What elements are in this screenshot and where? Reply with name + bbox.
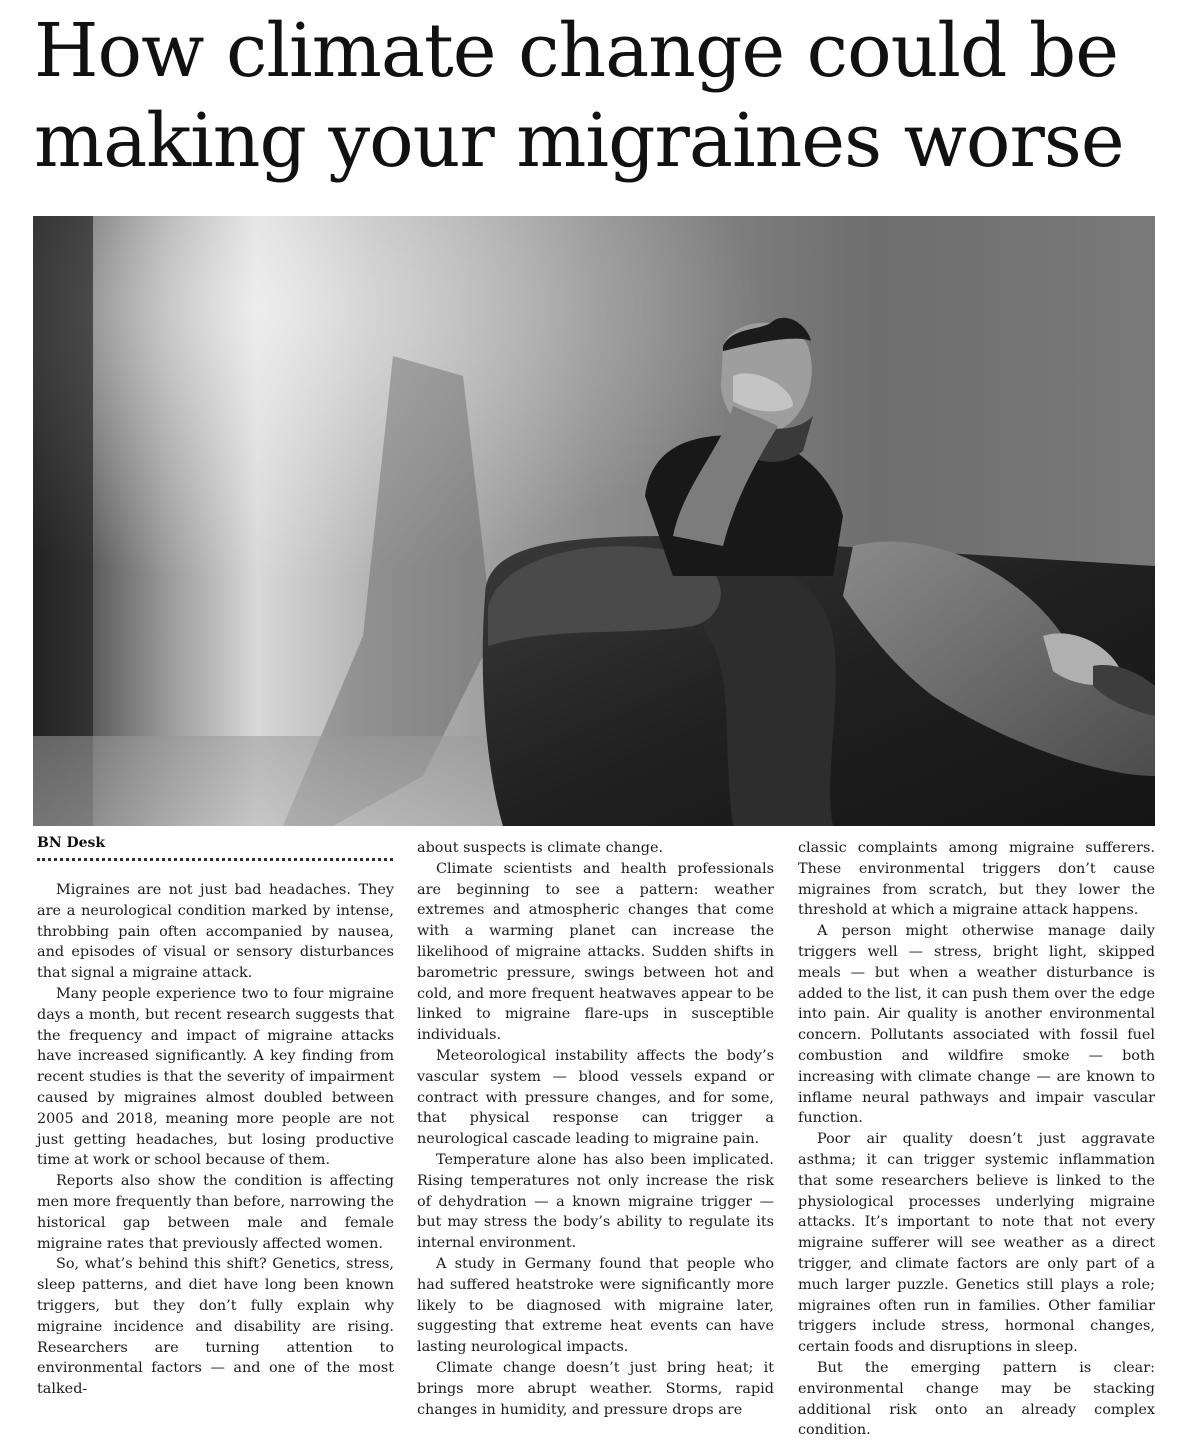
paragraph: Climate scientists and health professionals are beginning to see a pattern: weather extremes and atmospheric changes that come with a warming planet can increase the likelihood of migraine attacks. Sudden shifts in barometric pressure, swings between hot and cold, and more frequent heatwaves appear to be linked to migraine flare-ups in susceptible individuals. — [417, 860, 774, 1044]
paragraph: A study in Germany found that people who had suffered heatstroke were significantly more likely to be diagnosed with migraine later, suggesting that extreme heat events can have lasting neurological impacts. — [417, 1255, 774, 1356]
article-column-2 — [417, 838, 774, 1420]
paragraph: Migraines are not just bad headaches. They are a neurological condition marked by intense, throbbing pain often accompanied by nausea, and episodes of visual or sensory disturbances that signal a migraine attack. — [37, 882, 394, 982]
paragraph: Many people experience two to four migraine days a month, but recent research suggests that the frequency and impact of migraine attacks have increased significantly. A key finding from recent studies is that the severity of impairment caused by migraines almost doubled between 2005 and 2018, meaning more people are not just getting headaches, but losing productive time at work or school because of them. — [37, 985, 394, 1169]
article-column-3 — [798, 838, 1155, 1441]
paragraph: A person might otherwise manage daily triggers well — stress, bright light, skipped meals — but when a weather disturbance is added to the list, it can push them over the edge into pain. Air quality is another environmental concern. Pollutants associated with fossil fuel combustion and wildfire smoke — both increasing with climate change — are known to inflame neural pathways and impair vascular function. — [798, 923, 1155, 1127]
article-column-1 — [37, 880, 394, 1400]
byline-divider — [37, 858, 393, 861]
article-headline: How climate change could be making your migraines worse — [34, 8, 1124, 184]
paragraph: So, what’s behind this shift? Genetics, stress, sleep patterns, and diet have long been known triggers, but they don’t fully explain why migraine incidence and disability are rising. Researchers are turning attention to environmental factors — and one of the most talked- — [37, 1256, 394, 1398]
paragraph: Climate change doesn’t just bring heat; it brings more abrupt weather. Storms, rapid changes in humidity, and pressure drops are — [417, 1359, 774, 1418]
paragraph: Reports also show the condition is affecting men more frequently than before, narrowing the historical gap between male and female migraine rates that previously affected women. — [37, 1173, 394, 1252]
paragraph: But the emerging pattern is clear: environmental change may be stacking additional risk onto an already complex condition. — [798, 1359, 1155, 1439]
paragraph: classic complaints among migraine sufferers. These environmental triggers don’t cause migraines from scratch, but they lower the threshold at which a migraine attack happens. — [798, 840, 1155, 919]
byline: BN Desk — [37, 835, 106, 851]
paragraph: Meteorological instability affects the body’s vascular system — blood vessels expand or contract with pressure changes, and for some, that physical response can trigger a neurological cascade leading to migraine pain. — [417, 1047, 774, 1148]
paragraph: Temperature alone has also been implicated. Rising temperatures not only increase the risk of dehydration — a known migraine trigger — but may stress the body’s ability to regulate its internal environment. — [417, 1151, 774, 1252]
paragraph: about suspects is climate change. — [417, 840, 664, 856]
paragraph: Poor air quality doesn’t just aggravate asthma; it can trigger systemic inflammation that some researchers believe is linked to the physiological processes underlying migraine attacks. It’s important to note that not every migraine sufferer will see weather as a direct trigger, and climate factors are only part of a much larger puzzle. Genetics still plays a role; migraines often run in families. Other familiar triggers include stress, hormonal changes, certain foods and disruptions in sleep. — [798, 1131, 1155, 1356]
article-photo — [33, 216, 1155, 826]
